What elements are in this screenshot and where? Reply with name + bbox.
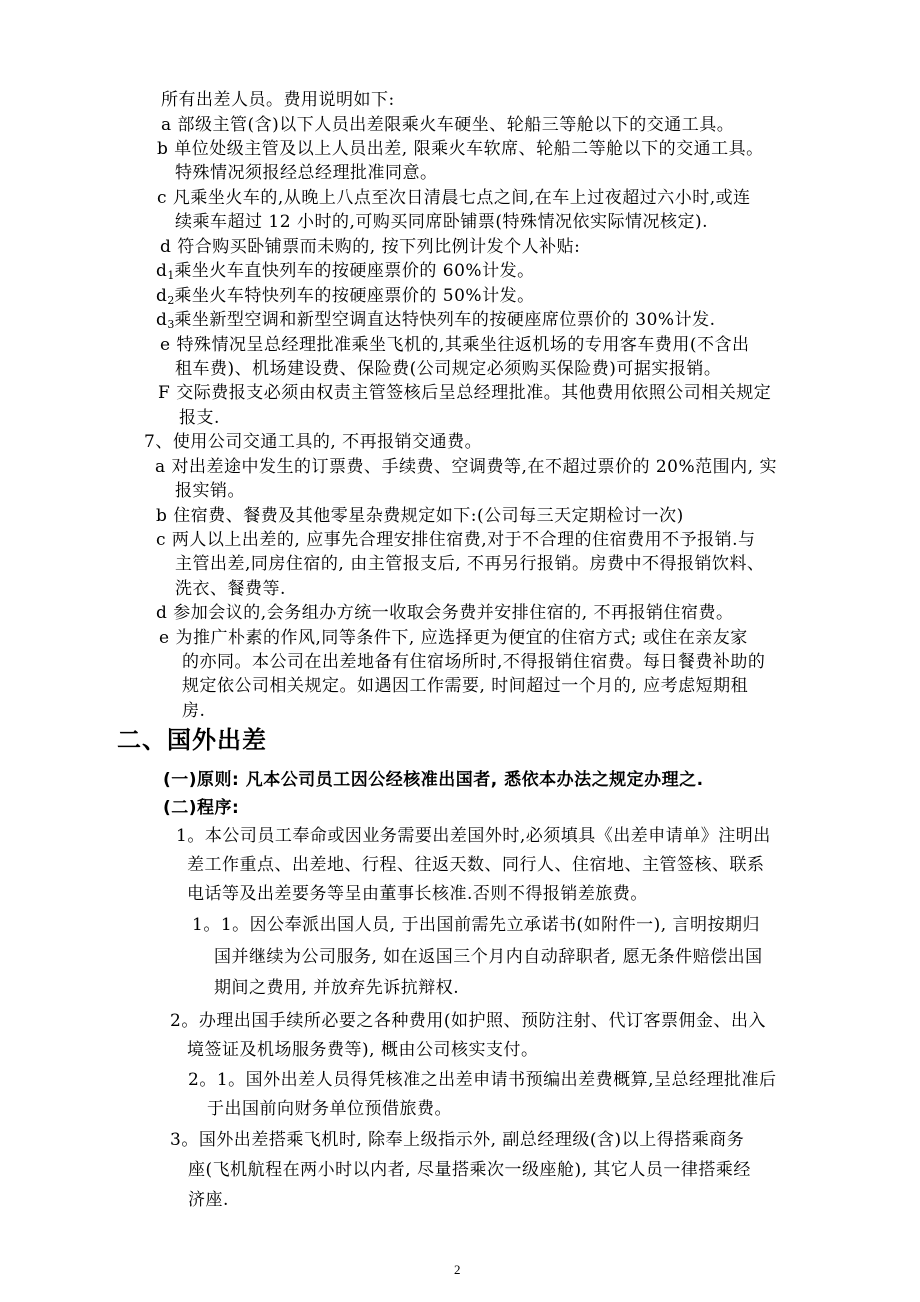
- text-line: 的亦同。本公司在出差地备有住宿场所时,不得报销住宿费。每日餐费补助的: [182, 652, 766, 672]
- item-label: d: [156, 286, 168, 306]
- principle-heading: (一)原则: 凡本公司员工因公经核准出国者, 悉依本办法之规定办理之.: [163, 770, 704, 790]
- text-line: b 单位处级主管及以上人员出差, 限乘火车软席、轮船二等舱以下的交通工具。: [157, 139, 764, 159]
- text-line: 座(飞机航程在两小时以内者, 尽量搭乘次一级座舱), 其它人员一律搭乘经: [188, 1160, 751, 1180]
- item-subscript: 3: [167, 318, 175, 331]
- text-line: 济座.: [188, 1190, 229, 1210]
- text-line: 差工作重点、出差地、行程、往返天数、同行人、住宿地、主管签核、联系: [187, 855, 765, 875]
- text-line: 租车费)、机场建设费、保险费(公司规定必须购买保险费)可据实报销。: [175, 359, 722, 379]
- text-line: a 对出差途中发生的订票费、手续费、空调费等,在不超过票价的 20%范围内, 实: [155, 457, 777, 477]
- text-line: e 为推广朴素的作风,同等条件下, 应选择更为便宜的住宿方式; 或住在亲友家: [159, 628, 748, 648]
- item-text: 乘坐新型空调和新型空调直达特快列车的按硬座席位票价的 30%计发.: [174, 310, 716, 330]
- item-subscript: 2: [167, 294, 175, 307]
- text-line: b 住宿费、餐费及其他零星杂费规定如下:(公司每三天定期检讨一次): [156, 506, 684, 526]
- text-line: 3。国外出差搭乘飞机时, 除奉上级指示外, 副总经理级(含)以上得搭乘商务: [170, 1130, 745, 1150]
- text-line: 期间之费用, 并放弃先诉抗辩权.: [214, 978, 460, 998]
- text-line: 报支.: [179, 408, 220, 428]
- item-text: 乘坐火车直快列车的按硬座票价的 60%计发。: [174, 261, 535, 281]
- page-number: 2: [454, 1262, 461, 1277]
- text-line: 7、使用公司交通工具的, 不再报销交通费。: [144, 432, 483, 452]
- text-line: 续乘车超过 12 小时的,可购买同席卧铺票(特殊情况依实际情况核定).: [175, 212, 709, 232]
- text-line: d 参加会议的,会务组办方统一收取会务费并安排住宿的, 不再报销住宿费。: [156, 603, 734, 623]
- text-line: 特殊情况须报经总经理批准同意。: [175, 163, 438, 183]
- text-line: 洗衣、餐费等.: [175, 579, 286, 599]
- item-subscript: 1: [167, 269, 175, 282]
- text-line: d 符合购买卧铺票而未购的, 按下列比例计发个人补贴:: [160, 237, 581, 257]
- text-line: 于出国前向财务单位预借旅费。: [207, 1099, 452, 1119]
- text-line: 1。本公司员工奉命或因业务需要出差国外时,必须填具《出差申请单》注明出: [176, 826, 771, 846]
- item-label: d: [156, 261, 168, 281]
- item-label: d: [156, 310, 168, 330]
- text-line: c 两人以上出差的, 应事先合理安排住宿费,对于不合理的住宿费用不予报销.与: [156, 530, 756, 550]
- text-line: 规定依公司相关规定。如遇因工作需要, 时间超过一个月的, 应考虑短期租: [182, 676, 749, 696]
- text-line: 报实销。: [175, 481, 245, 501]
- procedure-heading: (二)程序:: [163, 798, 240, 818]
- text-line: 1。1。因公奉派出国人员, 于出国前需先立承诺书(如附件一), 言明按期归: [192, 915, 761, 935]
- text-line: 境签证及机场服务费等), 概由公司核实支付。: [187, 1040, 539, 1060]
- text-line: 电话等及出差要务等呈由董事长核准.否则不得报销差旅费。: [187, 884, 648, 904]
- text-line: 2。办理出国手续所必要之各种费用(如护照、预防注射、代订客票佣金、出入: [170, 1011, 766, 1031]
- text-line: F 交际费报支必须由权责主管签核后呈总经理批准。其他费用依照公司相关规定: [158, 383, 772, 403]
- section-title: 二、国外出差: [117, 726, 267, 754]
- text-line: e 特殊情况呈总经理批准乘坐飞机的,其乘坐往返机场的专用客车费用(不含出: [160, 335, 750, 355]
- item-text: 乘坐火车特快列车的按硬座票价的 50%计发。: [174, 286, 535, 306]
- text-line: 国并继续为公司服务, 如在返国三个月内自动辞职者, 愿无条件赔偿出国: [214, 947, 763, 967]
- text-line: 2。1。国外出差人员得凭核准之出差申请书预编出差费概算,呈总经理批准后: [188, 1070, 777, 1090]
- text-line: 所有出差人员。费用说明如下:: [161, 90, 395, 110]
- text-line: 主管出差,同房住宿的, 由主管报支后, 不再另行报销。房费中不得报销饮料、: [175, 554, 765, 574]
- text-line: 房.: [182, 701, 206, 721]
- text-line: a 部级主管(含)以下人员出差限乘火车硬坐、轮船三等舱以下的交通工具。: [161, 115, 735, 135]
- text-line: c 凡乘坐火车的,从晚上八点至次日清晨七点之间,在车上过夜超过六小时,或连: [157, 188, 751, 208]
